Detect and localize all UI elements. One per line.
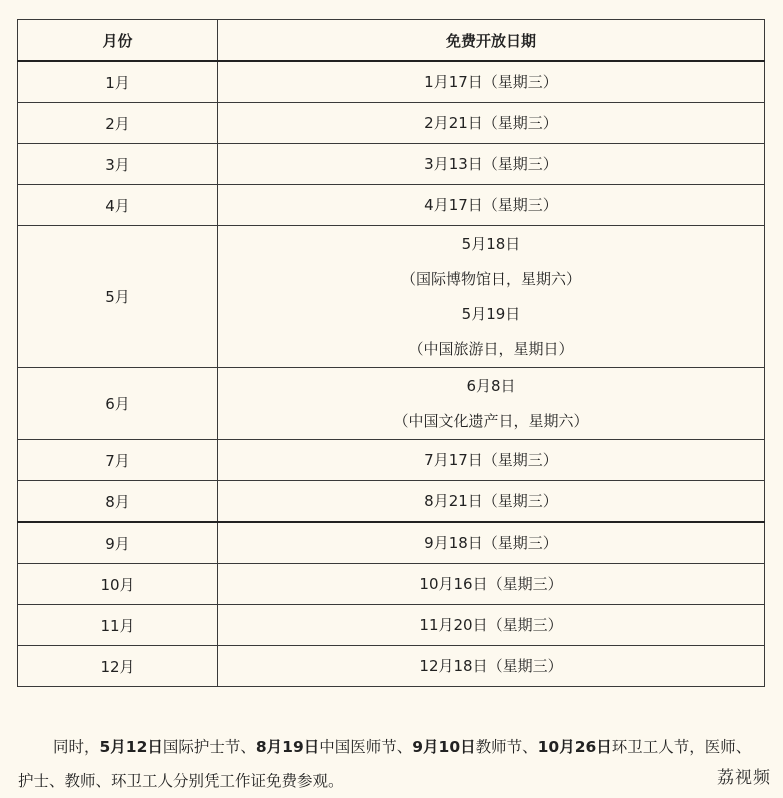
month-cell: 8月 bbox=[18, 481, 218, 523]
date-line: 5月19日 bbox=[461, 304, 521, 323]
date-cell bbox=[218, 61, 765, 103]
table-row bbox=[18, 522, 765, 564]
table-row bbox=[18, 605, 765, 646]
table-row bbox=[18, 144, 765, 185]
date-line: 2月21日（星期三） bbox=[424, 113, 558, 132]
note-date-bold: 5月12日 bbox=[99, 737, 163, 756]
watermark-logo: 荔视频 bbox=[717, 768, 771, 788]
date-line: 10月16日（星期三） bbox=[419, 574, 563, 593]
table-row bbox=[18, 368, 765, 440]
free-visit-note-paragraph bbox=[18, 730, 766, 798]
date-line: 7月17日（星期三） bbox=[424, 450, 558, 469]
date-cell bbox=[218, 440, 765, 481]
month-cell: 3月 bbox=[18, 144, 218, 185]
table-row bbox=[18, 481, 765, 523]
free-open-schedule-table bbox=[17, 19, 765, 687]
date-cell bbox=[218, 481, 765, 523]
month-cell: 7月 bbox=[18, 440, 218, 481]
table-row bbox=[18, 61, 765, 103]
date-line: 12月18日（星期三） bbox=[419, 656, 563, 675]
table-row bbox=[18, 185, 765, 226]
date-line: 5月18日 bbox=[461, 234, 521, 253]
date-note-line: （中国旅游日，星期日） bbox=[408, 339, 574, 358]
note-date-bold: 10月26日 bbox=[537, 737, 612, 756]
month-cell: 1月 bbox=[18, 61, 218, 103]
date-cell bbox=[218, 103, 765, 144]
month-cell: 12月 bbox=[18, 646, 218, 687]
note-date-bold: 8月19日 bbox=[255, 737, 320, 756]
header-month: 月份 bbox=[18, 20, 218, 62]
date-cell bbox=[218, 185, 765, 226]
date-cell bbox=[218, 144, 765, 185]
date-note-line: （中国文化遗产日，星期六） bbox=[393, 411, 589, 430]
month-cell: 11月 bbox=[18, 605, 218, 646]
date-cell bbox=[218, 226, 765, 368]
date-line: 11月20日（星期三） bbox=[419, 615, 563, 634]
table-row bbox=[18, 103, 765, 144]
month-cell: 2月 bbox=[18, 103, 218, 144]
date-line: 8月21日（星期三） bbox=[424, 491, 558, 510]
header-free-open-date: 免费开放日期 bbox=[218, 20, 765, 62]
note-text: 国际护士节、 bbox=[162, 737, 256, 756]
month-cell: 5月 bbox=[18, 226, 218, 368]
month-cell: 9月 bbox=[18, 522, 218, 564]
table-row bbox=[18, 440, 765, 481]
date-cell bbox=[218, 368, 765, 440]
date-line: 1月17日（星期三） bbox=[424, 72, 558, 91]
table-header-row bbox=[18, 20, 765, 62]
date-line: 9月18日（星期三） bbox=[424, 533, 558, 552]
date-cell bbox=[218, 564, 765, 605]
month-cell: 6月 bbox=[18, 368, 218, 440]
note-text: 同时， bbox=[53, 737, 100, 756]
table-row bbox=[18, 646, 765, 687]
note-text: 环卫工人节，医师、护士、教师、环卫工人分别凭工作证免费参观。 bbox=[18, 737, 752, 790]
date-line: 3月13日（星期三） bbox=[424, 154, 558, 173]
date-cell bbox=[218, 522, 765, 564]
note-date-bold: 9月10日 bbox=[412, 737, 476, 756]
note-text: 中国医师节、 bbox=[319, 737, 413, 756]
note-text: 教师节、 bbox=[475, 737, 538, 756]
month-cell: 4月 bbox=[18, 185, 218, 226]
table-row bbox=[18, 564, 765, 605]
date-line: 4月17日（星期三） bbox=[424, 195, 558, 214]
date-line: 6月8日 bbox=[466, 376, 516, 395]
date-note-line: （国际博物馆日，星期六） bbox=[400, 269, 581, 288]
date-cell bbox=[218, 605, 765, 646]
date-cell bbox=[218, 646, 765, 687]
month-cell: 10月 bbox=[18, 564, 218, 605]
table-row bbox=[18, 226, 765, 368]
